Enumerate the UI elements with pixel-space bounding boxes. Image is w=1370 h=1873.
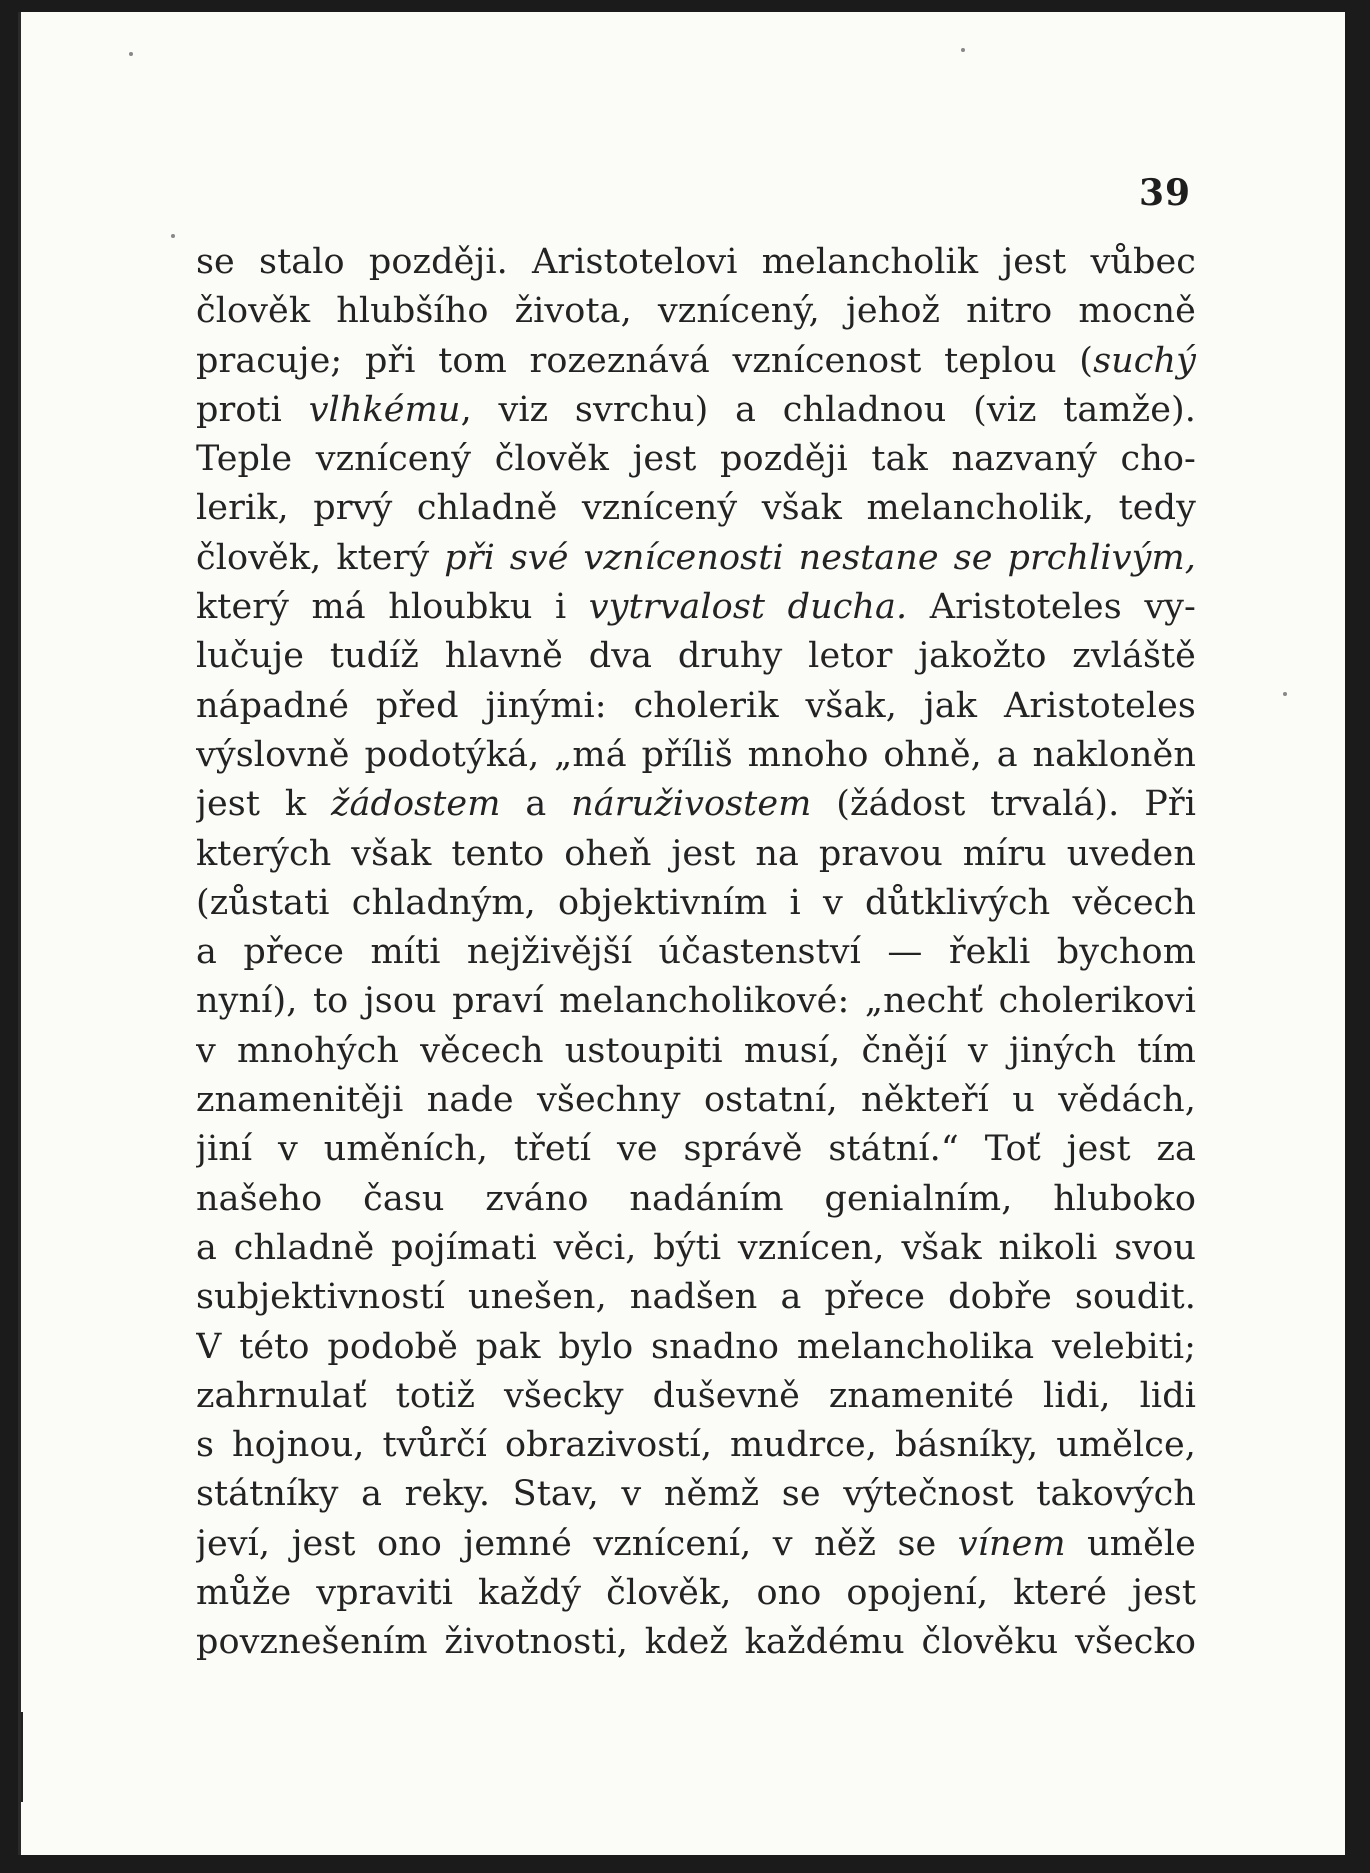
text-segment: a xyxy=(500,784,572,825)
text-line xyxy=(196,632,1196,681)
print-speck xyxy=(171,234,175,238)
text-line xyxy=(196,1520,1196,1569)
text-line xyxy=(196,830,1196,879)
text-line xyxy=(196,583,1196,632)
text-line xyxy=(196,1323,1196,1372)
text-segment: který má hloubku i xyxy=(196,587,589,628)
text-segment: V této podobě pak bylo snadno melancholika velebiti; xyxy=(196,1326,1196,1367)
text-line xyxy=(196,287,1196,336)
text-line xyxy=(196,1027,1196,1076)
text-line xyxy=(196,977,1196,1026)
italic-text: vlhkému xyxy=(308,389,461,430)
book-page xyxy=(18,12,1345,1855)
text-line xyxy=(196,780,1196,829)
text-line xyxy=(196,386,1196,435)
italic-text: žádostem xyxy=(330,784,501,825)
text-segment: Aristoteles vy- xyxy=(907,587,1196,628)
text-segment: povznešením životnosti, kdež každému člověku všecko xyxy=(196,1622,1196,1663)
text-segment: lerik, prvý chladně vznícený však melancholik, tedy xyxy=(196,488,1196,529)
text-line xyxy=(196,1421,1196,1470)
text-line xyxy=(196,1618,1196,1667)
page-number: 39 xyxy=(1139,172,1192,214)
page-edge-mark xyxy=(21,1712,43,1802)
text-segment: subjektivností unešen, nadšen a přece dobře soudit. xyxy=(196,1277,1196,1318)
text-line xyxy=(196,337,1196,386)
text-segment: proti xyxy=(196,389,309,430)
text-line xyxy=(196,1175,1196,1224)
text-segment: jest k xyxy=(196,784,331,825)
text-segment: jeví, jest ono jemné vznícení, v něž se xyxy=(196,1523,958,1564)
text-segment: státníky a reky. Stav, v němž se výtečnost takových xyxy=(196,1474,1196,1515)
text-line xyxy=(196,1372,1196,1421)
text-segment: výslovně podotýká, „má příliš mnoho ohně, a nakloněn xyxy=(196,734,1196,775)
body-text xyxy=(196,238,1196,1668)
text-line xyxy=(196,731,1196,780)
text-segment: člověk, který xyxy=(196,537,445,578)
text-line xyxy=(196,1076,1196,1125)
text-line xyxy=(196,238,1196,287)
italic-text: suchý xyxy=(1093,340,1196,381)
text-segment: a přece míti nejživější účastenství — řekli bychom xyxy=(196,932,1196,973)
text-segment: znamenitěji nade všechny ostatní, někteří u vědách, xyxy=(196,1080,1196,1121)
text-line xyxy=(196,879,1196,928)
text-line xyxy=(196,435,1196,484)
italic-text: vytrvalost ducha. xyxy=(588,587,908,628)
text-line xyxy=(196,928,1196,977)
italic-text: vínem xyxy=(957,1523,1066,1564)
print-speck xyxy=(961,48,965,52)
text-segment: se stalo později. Aristotelovi melancholik jest vůbec xyxy=(196,242,1196,282)
text-segment: kterých však tento oheň jest na pravou míru uveden xyxy=(196,833,1196,874)
text-line xyxy=(196,1470,1196,1519)
text-segment: v mnohých věcech ustoupiti musí, čnějí v jiných tím xyxy=(196,1030,1196,1071)
text-segment: (žádost trvalá). Při xyxy=(811,784,1196,825)
text-segment: pracuje; při tom rozeznává vznícenost teplou ( xyxy=(196,340,1094,381)
italic-text: náruživostem xyxy=(571,784,812,825)
text-line xyxy=(196,534,1196,583)
text-segment: našeho času zváno nadáním genialním, hluboko xyxy=(196,1178,1196,1219)
text-segment: může vpraviti každý člověk, ono opojení, které jest xyxy=(196,1573,1196,1614)
text-segment: nyní), to jsou praví melancholikové: „nechť cholerikovi xyxy=(196,981,1196,1022)
text-segment: zahrnulať totiž všecky duševně znamenité lidi, lidi xyxy=(196,1375,1196,1416)
text-line xyxy=(196,484,1196,533)
text-line xyxy=(196,1125,1196,1174)
text-segment: s hojnou, tvůrčí obrazivostí, mudrce, básníky, umělce, xyxy=(196,1425,1196,1466)
text-segment: nápadné před jinými: cholerik však, jak Aristoteles xyxy=(196,685,1196,726)
print-speck xyxy=(129,52,133,56)
text-line xyxy=(196,1224,1196,1273)
text-segment: lučuje tudíž hlavně dva druhy letor jakožto zvláště xyxy=(196,636,1196,677)
text-segment: člověk hlubšího života, vznícený, jehož nitro mocně xyxy=(196,291,1196,332)
text-line xyxy=(196,682,1196,731)
text-segment: a chladně pojímati věci, býti vznícen, však nikoli svou xyxy=(196,1227,1196,1268)
text-segment: Teple vznícený člověk jest později tak nazvaný cho- xyxy=(196,439,1196,480)
text-segment: uměle xyxy=(1065,1523,1196,1564)
text-line xyxy=(196,1569,1196,1618)
text-segment: jiní v uměních, třetí ve správě státní.“ Toť jest za xyxy=(196,1129,1196,1170)
text-segment: , viz svrchu) a chladnou (viz tamže). xyxy=(460,389,1196,430)
print-speck xyxy=(1283,692,1287,696)
text-segment: (zůstati chladným, objektivním i v důtklivých věcech xyxy=(196,882,1196,923)
italic-text: při své vznícenosti nestane se prchlivým, xyxy=(444,537,1196,578)
text-line xyxy=(196,1273,1196,1322)
